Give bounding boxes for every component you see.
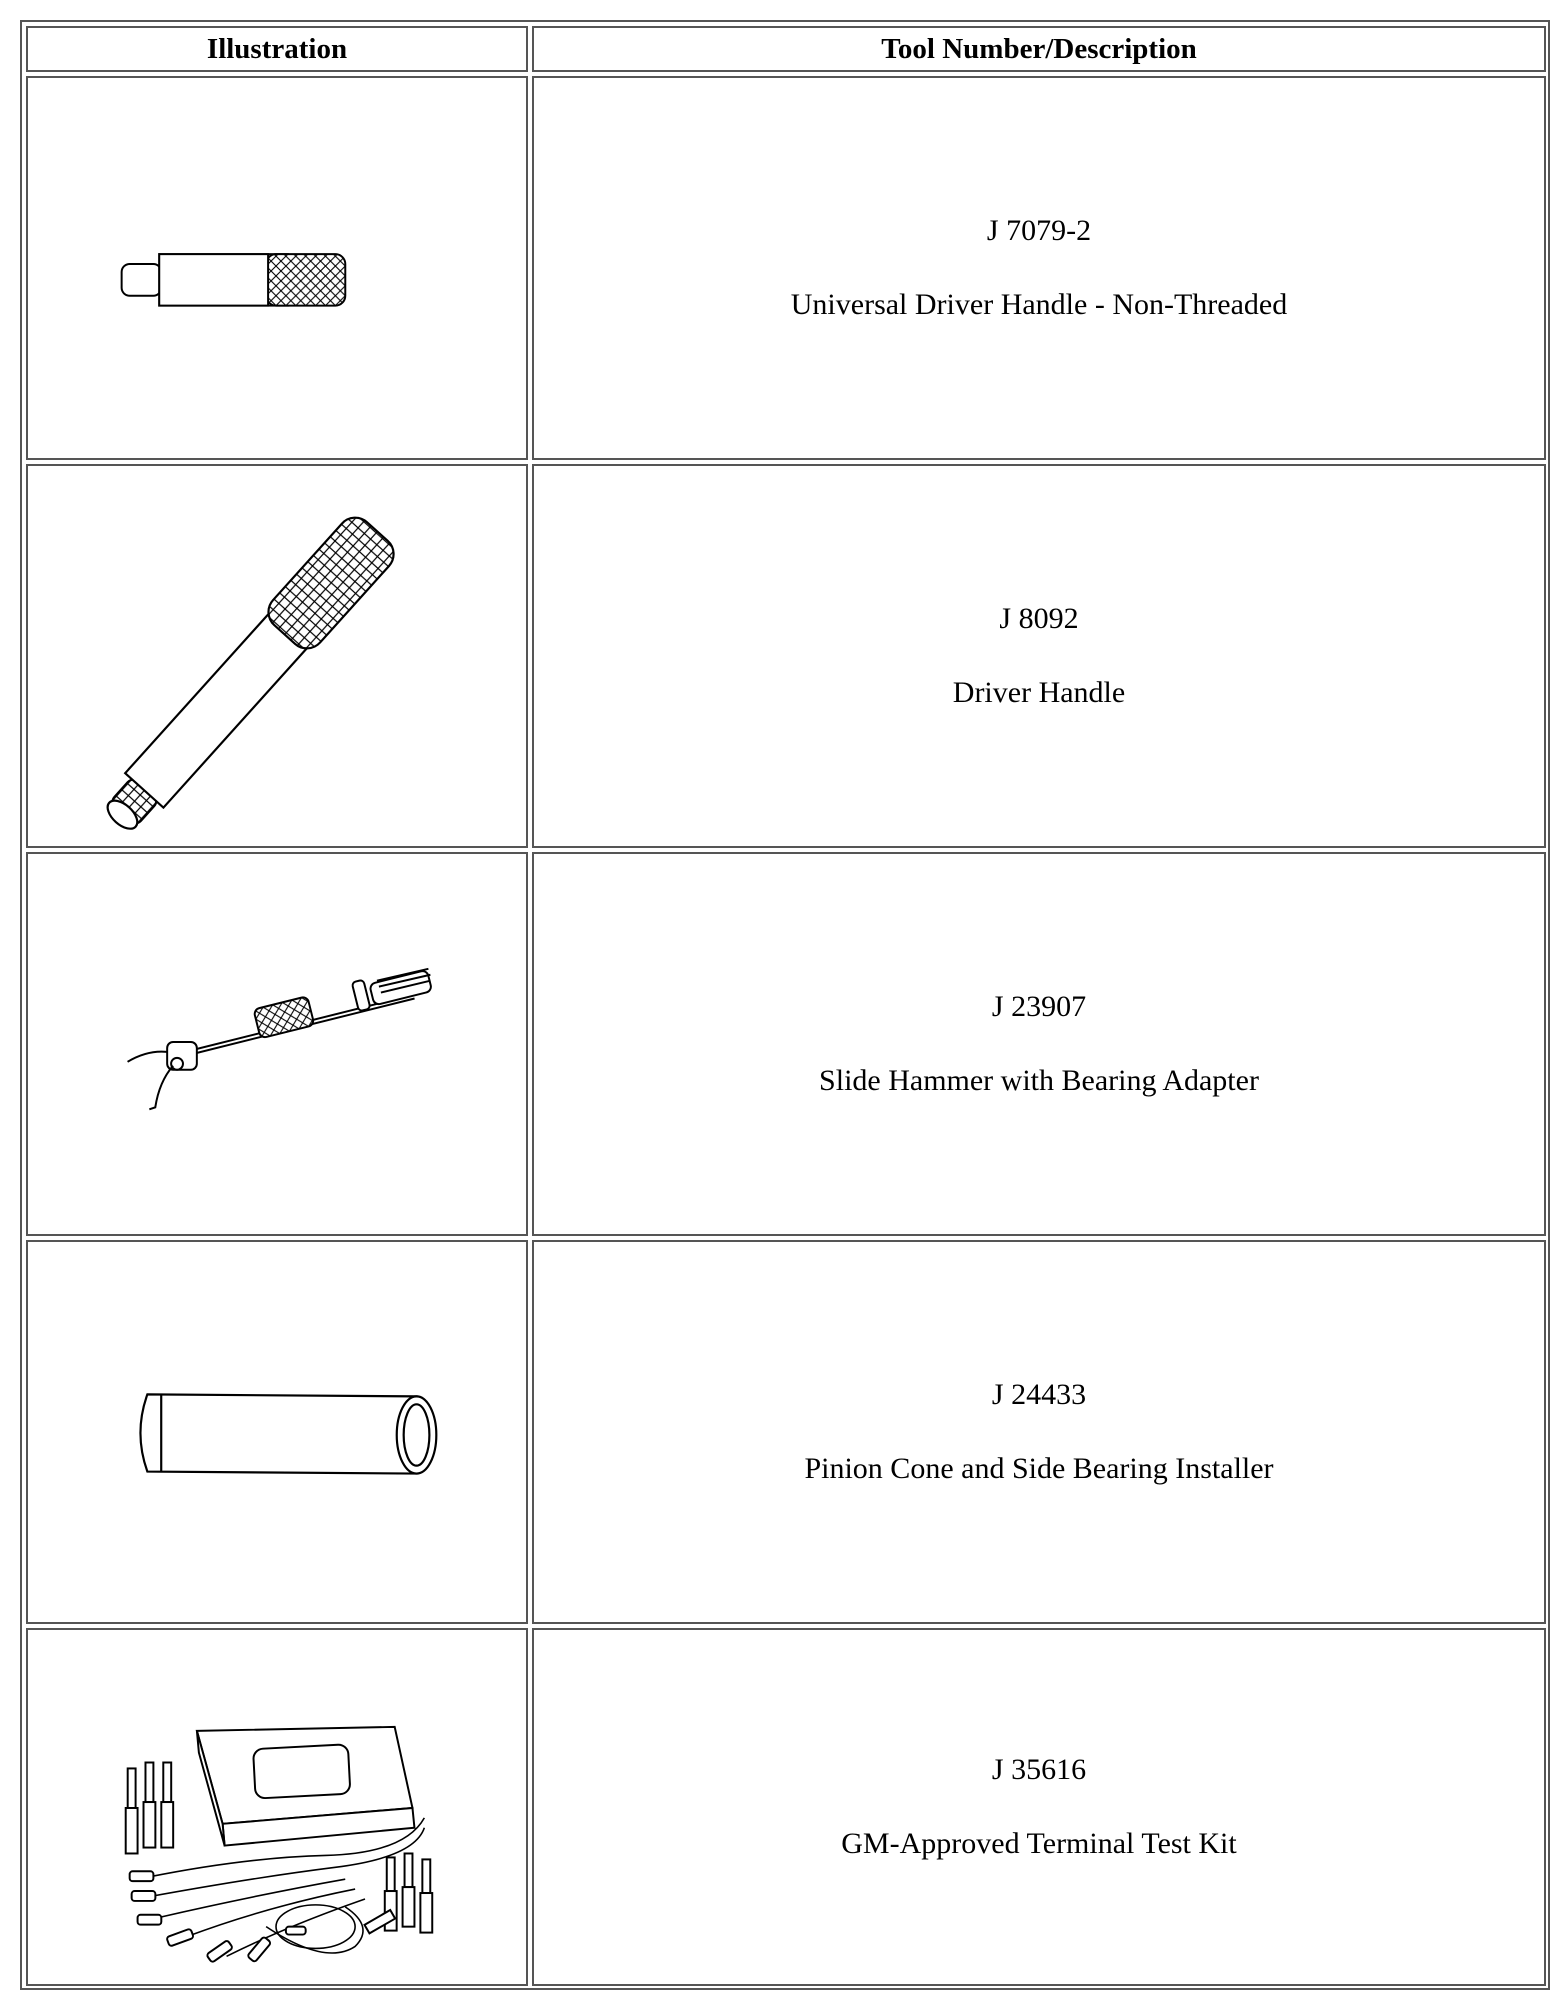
tool-number: J 24433 [991,1378,1087,1411]
universal-driver-handle-icon [28,78,526,458]
table-row-2-illustration [26,464,528,848]
table-row-1-illustration [26,76,528,460]
slide-hammer-icon [28,854,526,1234]
table-row-3-illustration [26,852,528,1236]
tool-description: Universal Driver Handle - Non-Threaded [790,288,1288,321]
tool-number: J 23907 [991,990,1087,1023]
table-row-2-description [532,464,1546,848]
tool-description: Slide Hammer with Bearing Adapter [819,1064,1259,1097]
bearing-installer-icon [28,1242,526,1622]
driver-handle-icon [28,466,526,846]
table-row-5-description [532,1628,1546,1986]
header-description [532,26,1546,72]
tool-description: GM-Approved Terminal Test Kit [841,1827,1237,1860]
table-row-1-description [532,76,1546,460]
header-illustration-label: Illustration [206,32,348,65]
tool-number: J 35616 [991,1753,1087,1786]
table-row-5-illustration [26,1628,528,1986]
tools-table [20,20,1550,1990]
table-row-3-description [532,852,1546,1236]
table-row-4-illustration [26,1240,528,1624]
terminal-test-kit-icon [28,1630,526,1984]
header-description-label: Tool Number/Description [881,32,1197,65]
tool-description: Driver Handle [952,676,1126,709]
table-row-4-description [532,1240,1546,1624]
header-illustration [26,26,528,72]
tool-number: J 8092 [999,602,1079,635]
tool-number: J 7079-2 [986,214,1092,247]
tool-description: Pinion Cone and Side Bearing Installer [804,1452,1274,1485]
